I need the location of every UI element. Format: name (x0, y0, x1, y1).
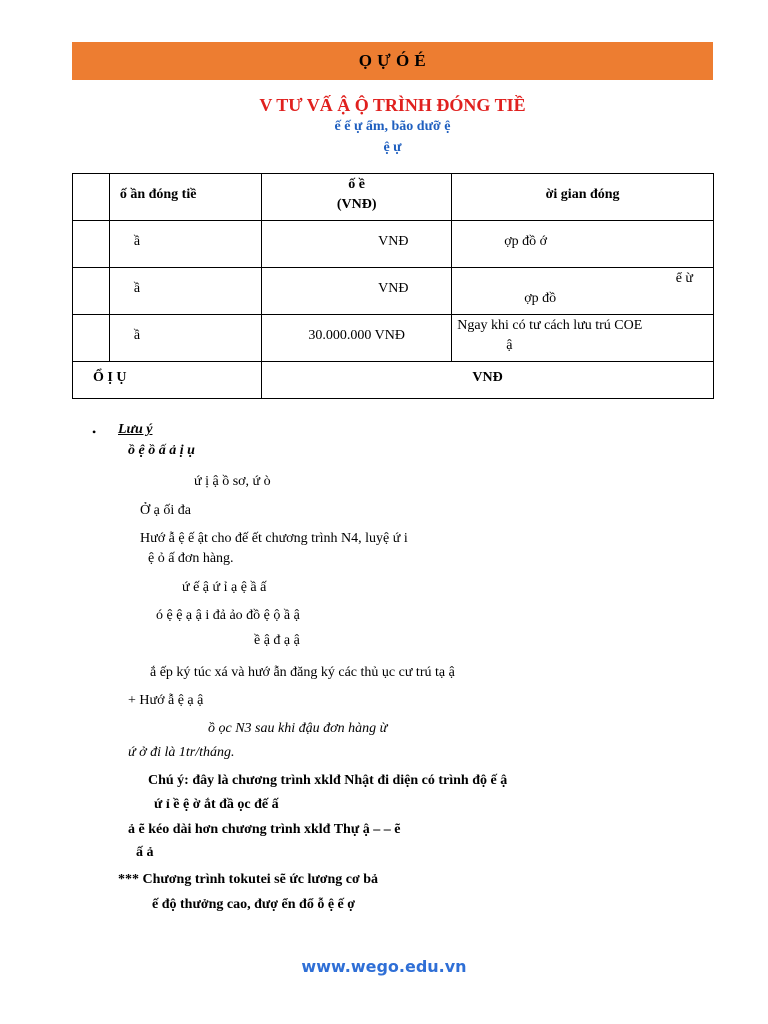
header-installment-label: ố ần đóng tiề (119, 187, 197, 202)
footer-website-link[interactable]: www.wego.edu.vn (301, 957, 467, 976)
note-line: ứ ế ậ ứ ỉ ạ ệ ầ ấ (182, 580, 267, 595)
table-cell (452, 174, 714, 221)
note-line: Ở ạ ối đa (140, 503, 191, 518)
note-line: ệ ỏ ấ đơn hàng. (148, 551, 234, 566)
note-line: ấ ả (136, 845, 154, 860)
note-line: Hướ ẫ ệ ế ật cho đế ết chương trình N4, luyệ ứ i (140, 531, 408, 546)
note-line: ồ ệ ồ ấ ả ị ụ (128, 443, 195, 458)
table-cell (262, 315, 452, 362)
document-title: V TƯ VẤ Ậ Ộ TRÌNH ĐÓNG TIỀ (259, 95, 526, 115)
table-cell (109, 174, 261, 221)
row-amount: VNĐ (378, 281, 409, 296)
table-cell (73, 221, 110, 268)
row-installment: ầ (133, 281, 141, 296)
total-label: Ổ Ị Ụ (93, 370, 127, 385)
note-line: ứ ị ậ ồ sơ, ứ ò (194, 474, 271, 489)
row-time-line-2: ợp đồ (524, 291, 557, 306)
table-cell (262, 221, 452, 268)
note-line: *** Chương trình tokutei sẽ ức lương cơ bả (118, 872, 379, 887)
note-line: ó ệ ệ ạ ậ i đả ảo đồ ệ ộ ầ ậ (156, 608, 300, 623)
table-cell (452, 268, 714, 315)
subtitle-line-1: ế ế ự ẩm, bão dưỡ ệ (334, 119, 451, 134)
note-line: ắ ếp ký túc xá và hướ ẫn đăng ký các thủ ục cư trú tạ ậ (150, 665, 455, 680)
table-cell (73, 362, 262, 399)
table-header-row (73, 174, 714, 221)
table-row (73, 221, 714, 268)
bullet-icon: • (92, 425, 97, 439)
row-time-line-1: ể ừ (675, 271, 693, 286)
table-cell (452, 315, 714, 362)
subtitle-line-2: ệ ự (383, 140, 402, 155)
note-line: ứ ở đi là 1tr/tháng. (128, 745, 235, 760)
row-time-line-2: ậ (506, 338, 513, 353)
table-cell (262, 268, 452, 315)
note-line: ồ ọc N3 sau khi đậu đơn hàng ừ (208, 721, 388, 736)
row-time: ợp đồ ớ (504, 234, 548, 249)
table-cell (109, 221, 261, 268)
table-cell (73, 174, 110, 221)
notes-heading: Lưu ý (118, 422, 153, 437)
row-time-line-1: Ngay khi có tư cách lưu trú COE (457, 318, 643, 333)
table-cell (73, 315, 110, 362)
table-cell (73, 268, 110, 315)
fee-table (72, 173, 714, 399)
row-amount: 30.000.000 VNĐ (308, 328, 405, 343)
note-line: + Hướ ẫ ệ ạ ậ (128, 693, 204, 708)
note-line: ả ẽ kéo dài hơn chương trình xklđ Thự ậ – – ẽ (128, 822, 401, 837)
table-cell (262, 174, 452, 221)
table-cell (262, 362, 714, 399)
total-amount: VNĐ (472, 370, 503, 385)
note-line: ứ ỉ ề ệ ờ ắt đầ ọc đế ấ (154, 797, 279, 812)
note-line: Chú ý: đây là chương trình xklđ Nhật đi diện có trình độ ế ậ (148, 773, 508, 788)
header-time-label: ời gian đóng (545, 187, 620, 202)
banner-title: Ọ Ự Ó É (358, 51, 427, 70)
table-cell (452, 221, 714, 268)
table-cell (109, 268, 261, 315)
header-amount-label-2: (VNĐ) (336, 197, 377, 212)
table-row (73, 268, 714, 315)
row-amount: VNĐ (378, 234, 409, 249)
header-banner (72, 42, 713, 80)
table-cell (109, 315, 261, 362)
table-total-row (73, 362, 714, 399)
note-line: ế độ thưởng cao, đượ ển đổ ỗ ệ ế ợ (152, 897, 356, 912)
table-row (73, 315, 714, 362)
row-installment: ầ (133, 234, 141, 249)
row-installment: ầ (133, 328, 141, 343)
header-amount-label-1: ố ề (348, 177, 366, 192)
note-line: ề ậ đ ạ ậ (254, 633, 300, 648)
